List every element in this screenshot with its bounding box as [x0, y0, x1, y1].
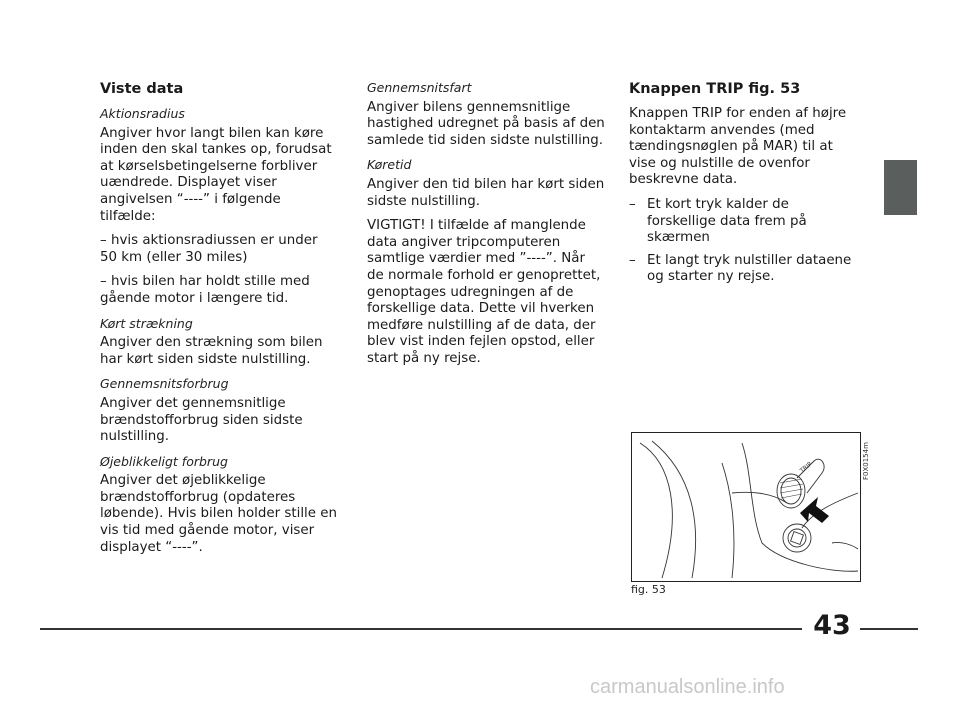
- subheading: Køretid: [367, 157, 412, 173]
- arrow-icon: [800, 497, 829, 523]
- paragraph: Angiver den strækning som bilen har kørt siden sidste nulstilling.: [100, 335, 323, 367]
- paragraph: Angiver det gennemsnitlige brændstofforbrug siden sidste nulstilling.: [100, 395, 303, 445]
- dash-icon: –: [629, 252, 636, 268]
- footer-rule: [40, 628, 802, 630]
- section-heading: Knappen TRIP fig. 53: [629, 81, 801, 97]
- paragraph: Angiver det øjeblikkelige brændstofforbrug (opdateres løbende). Hvis bilen holder stille en vis tid med gående motor, viser displayet “----”.: [100, 473, 337, 555]
- paragraph: VIGTIGT! I tilfælde af manglende data angiver tripcomputeren samtlige værdier med ”----”. Når de normale forhold er genoprettet, genoptages udregningen af de forskellige data. Dette vil hverken medføre nulstilling af de data, der blev vist inden fejlen opstod, eller start på ny rejse.: [367, 218, 601, 366]
- section-heading: Viste data: [100, 81, 184, 97]
- subheading: Øjeblikkeligt forbrug: [100, 453, 228, 469]
- dash-icon: –: [629, 196, 636, 212]
- bullet-text: Et kort tryk kalder de forskellige data frem på skærmen: [647, 196, 807, 246]
- figure-code: F0X0154m: [862, 442, 870, 480]
- footer-rule: [860, 628, 918, 630]
- paragraph: Angiver den tid bilen har kørt siden sidste nulstilling.: [367, 176, 605, 209]
- subheading: Kørt strækning: [100, 315, 193, 331]
- paragraph: – hvis aktionsradiussen er under 50 km (eller 30 miles): [100, 233, 318, 265]
- bullet-item: [629, 253, 859, 286]
- left-column: [100, 80, 338, 564]
- bullet-text: Et langt tryk nulstiller dataene og starter ny rejse.: [647, 252, 852, 285]
- paragraph: Angiver hvor langt bilen kan køre inden den skal tankes op, forudsat at kørselsbetingelserne forbliver uændrede. Displayet viser angivelsen “----” i følgende tilfælde:: [100, 125, 332, 224]
- subheading: Gennemsnitsfart: [367, 80, 472, 95]
- paragraph: – hvis bilen har holdt stille med gående motor i længere tid.: [100, 274, 310, 306]
- paragraph: Angiver bilens gennemsnitlige hastighed udregnet på basis af den samlede tid siden sidste nulstilling.: [367, 99, 605, 148]
- trip-button-illustration: [632, 433, 860, 581]
- figure-53: [631, 432, 861, 582]
- paragraph: Knappen TRIP for enden af højre kontaktarm anvendes (med tændingsnøglen på MAR) til at vise og nulstille de ovenfor beskrevne data.: [629, 106, 847, 188]
- trip-label: TRIP: [798, 460, 814, 475]
- subheading: Aktionsradius: [100, 106, 185, 121]
- figure-caption: fig. 53: [631, 583, 666, 596]
- page-number: 43: [813, 610, 851, 641]
- watermark: carmanualsonline.info: [590, 676, 785, 698]
- middle-column: [367, 80, 605, 376]
- chapter-tab: [884, 160, 917, 215]
- bullet-item: [629, 197, 859, 247]
- right-column: [629, 80, 859, 292]
- subheading: Gennemsnitsforbrug: [100, 376, 229, 392]
